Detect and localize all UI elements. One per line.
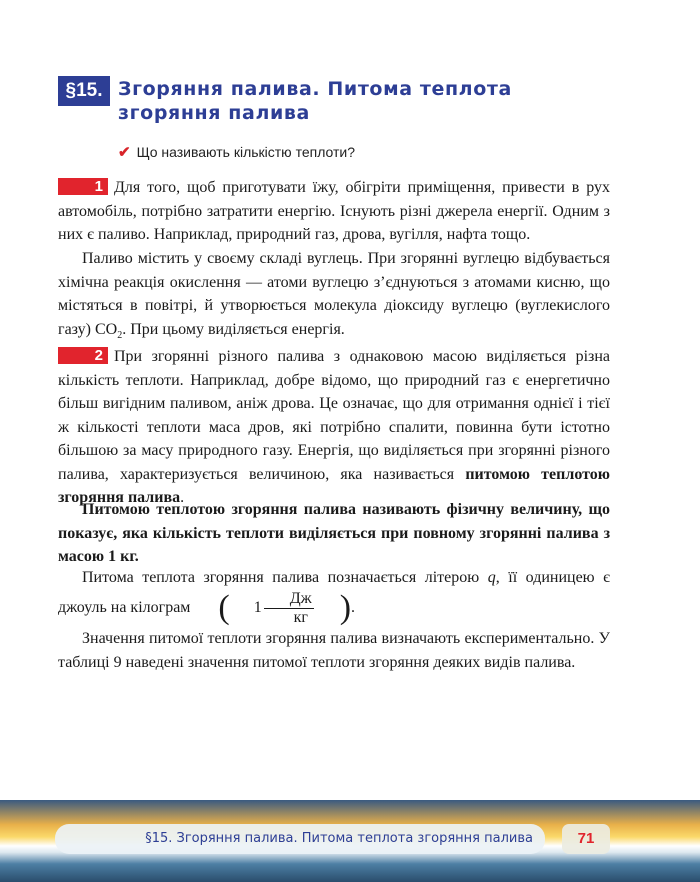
review-question bbox=[118, 143, 355, 161]
unit-fraction bbox=[264, 590, 314, 627]
right-paren: ) bbox=[339, 589, 352, 626]
title-line-2: згоряння палива bbox=[118, 102, 310, 124]
paragraph-1-1 bbox=[58, 176, 610, 247]
review-question-text: Що називають кількістю теплоти? bbox=[136, 144, 356, 160]
paragraph-text: При згорянні різного палива з однаковою масою виділяється різна кількість теплоти. Наприклад, добре відомо, що природний газ є енергетично більш вигідним паливом, аніж дрова. Це означає, що для отримання однієї і тієї ж кількості теплоти маса дров, які потрібно спалити, повинна бути істотно більшою за масу природного газу. Енергія, що виділяється при згорянні різного палива, характеризується величиною, яка називається bbox=[58, 348, 610, 483]
definition-paragraph bbox=[58, 498, 610, 569]
unit-numerator: Дж bbox=[264, 590, 314, 609]
paragraph-2-3 bbox=[58, 566, 610, 627]
paragraph-text: Для того, щоб приготувати їжу, обігріти приміщення, привести в рух автомобіль, потрібно затратити енергію. Існують різні джерела енергії. Одним з них є паливо. Наприклад, природний газ, дрова, вугілля, нафта тощо. bbox=[58, 179, 610, 243]
paragraph-number-badge: 1 bbox=[58, 178, 108, 195]
paragraph-1-2 bbox=[58, 247, 610, 347]
paragraph-number-badge: 2 bbox=[58, 347, 108, 364]
paragraph-text: , її одиницею є джоуль на кілограм bbox=[58, 569, 611, 616]
key-term: питомою теплотою згоряння палива bbox=[58, 465, 610, 506]
variable-q: q bbox=[487, 569, 496, 586]
unit-denominator: кг bbox=[293, 608, 308, 626]
paragraph-2-1 bbox=[58, 345, 610, 510]
page-number: 71 bbox=[562, 824, 610, 854]
definition-text: Питомою теплотою згоряння палива називають фізичну величину, що показує, яка кількість теплоти виділяється при повному згорянні палива з масою 1 кг. bbox=[58, 501, 610, 565]
section-number-badge: §15. bbox=[58, 76, 110, 106]
running-footer-text: §15. Згоряння палива. Питома теплота згоряння палива bbox=[145, 831, 533, 846]
paragraph-text: Паливо містить у своєму складі вуглець. При згорянні вуглецю відбувається хімічна реакція окислення — атоми вуглецю з’єднуються з атомами кисню, що містяться в повітрі, й утворюється молекула діоксиду вуглецю (вуглекислого газу) CO bbox=[58, 250, 610, 338]
running-footer bbox=[55, 824, 545, 854]
title-line-1: Згоряння палива. Питома теплота bbox=[118, 78, 512, 100]
unit-number: 1 bbox=[253, 599, 262, 617]
paragraph-text: Питома теплота згоряння палива позначається літерою bbox=[82, 569, 480, 586]
paragraph-2-4 bbox=[58, 627, 610, 674]
paragraph-text-end: . bbox=[351, 598, 356, 616]
section-title bbox=[118, 77, 618, 125]
paragraph-text: Значення питомої теплоти згоряння палива визначають експериментально. У таблиці 9 наведені значення питомої теплоти згоряння деяких видів палива. bbox=[58, 630, 610, 671]
left-paren: ( bbox=[218, 589, 230, 626]
unit-formula bbox=[194, 590, 351, 627]
checkmark-icon: ✔ bbox=[118, 144, 131, 161]
subscript: 2 bbox=[117, 329, 123, 341]
paragraph-text-end: . При цьому виділяється енергія. bbox=[122, 320, 345, 338]
paragraph-text-end: . bbox=[180, 489, 185, 506]
page-footer bbox=[0, 800, 700, 882]
